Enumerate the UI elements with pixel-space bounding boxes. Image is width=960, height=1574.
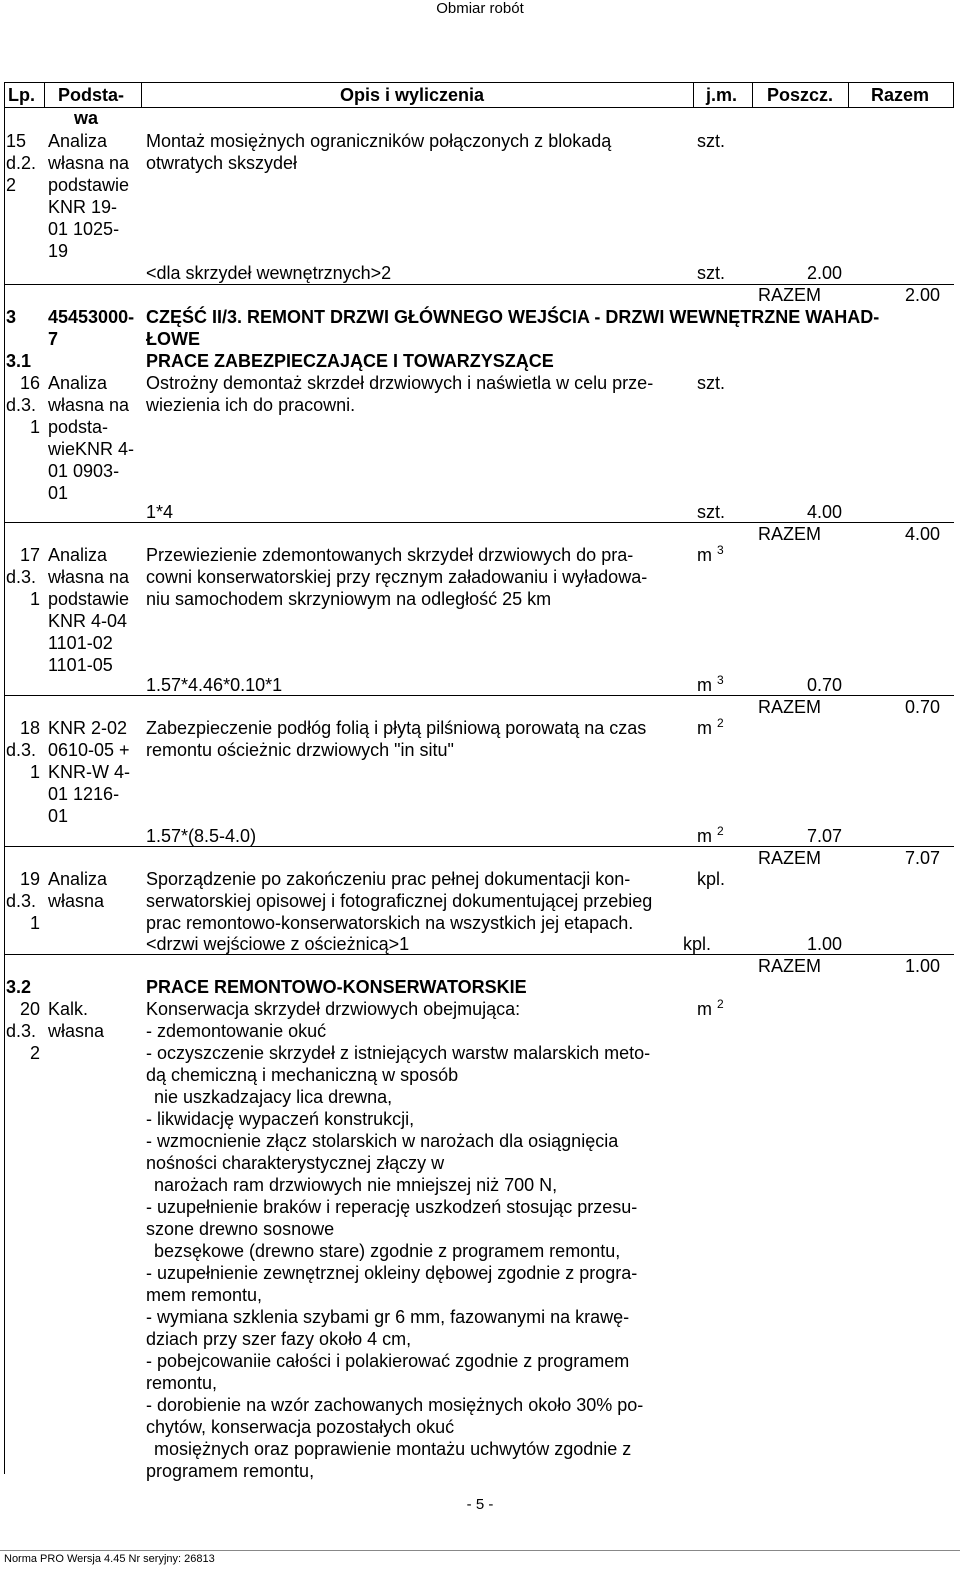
podstawa: Analiza	[48, 131, 108, 151]
jm-unit: m	[697, 675, 712, 695]
opis: szone drewno sosnowe	[146, 1219, 335, 1239]
lp: 2	[30, 1043, 41, 1063]
razem-value: 0.70	[904, 697, 940, 717]
opis: - dorobienie na wzór zachowanych mosiężnych około 30% po-	[146, 1395, 644, 1415]
podstawa: Analiza	[48, 545, 108, 565]
section-title: PRACE REMONTOWO-KONSERWATORSKIE	[146, 977, 527, 997]
opis: prac remontowo-konserwatorskich na wszystkich jej etapach.	[146, 913, 634, 933]
podstawa: własna na	[48, 153, 130, 173]
opis: - oczyszczenie skrzydeł z istniejących warstw malarskich meto-	[146, 1043, 651, 1063]
left-border	[4, 82, 5, 1474]
calc: 1*4	[146, 502, 174, 522]
podstawa: KNR 2-02	[48, 718, 128, 738]
opis: Ostrożny demontaż skrzdeł drzwiowych i naświetla w celu prze-	[146, 373, 654, 393]
opis: - uzupełnienie braków i reperację uszkodzeń stosując przesu-	[146, 1197, 638, 1217]
section-title: PRACE ZABEZPIECZAJĄCE I TOWARZYSZĄCE	[146, 351, 554, 371]
col-podstawa: Podsta-	[58, 85, 125, 105]
opis: serwatorskiej opisowej i fotograficznej dokumentującej przebieg	[146, 891, 653, 911]
jm: kpl.	[697, 869, 726, 889]
razem-label: RAZEM	[758, 956, 821, 976]
opis: Montaż mosiężnych ograniczników połączonych z blokadą	[146, 131, 612, 151]
calc: 1.57*4.46*0.10*1	[146, 675, 283, 695]
jm-exponent: 2	[717, 997, 724, 1011]
calc-qty: 7.07	[806, 826, 842, 846]
jm	[697, 544, 724, 568]
opis: narożach ram drzwiowych nie mniejszej niż 700 N,	[154, 1175, 558, 1195]
opis: dą chemiczną i mechaniczną w sposób	[146, 1065, 459, 1085]
jm: szt.	[697, 131, 726, 151]
opis: nośności charakterystycznej złączy w	[146, 1153, 445, 1173]
razem-label: RAZEM	[758, 848, 821, 868]
col-divider	[693, 82, 694, 108]
opis: - pobejcowaniie całości i polakierować zgodnie z programem	[146, 1351, 630, 1371]
podstawa: własna na	[48, 567, 130, 587]
page-header: Obmiar robót	[436, 0, 524, 17]
podstawa: podstawie	[48, 175, 130, 195]
opis: Zabezpieczenie podłóg folią i płytą pilśniową porowatą na czas	[146, 718, 647, 738]
podstawa: 01 1025-	[48, 219, 120, 239]
opis: niu samochodem skrzyniowym na odległość 25 km	[146, 589, 552, 609]
podstawa: Analiza	[48, 869, 108, 889]
lp: d.3.	[6, 1021, 37, 1041]
opis: wiezienia ich do pracowni.	[146, 395, 356, 415]
podstawa: 01 1216-	[48, 784, 120, 804]
podstawa: podsta-	[48, 417, 109, 437]
jm-unit: m	[697, 999, 712, 1019]
podstawa: 01	[48, 806, 69, 826]
lp: d.2.	[6, 153, 37, 173]
calc-qty: 1.00	[806, 934, 842, 954]
opis: mem remontu,	[146, 1285, 263, 1305]
calc-qty: 0.70	[806, 675, 842, 695]
calc-qty: 4.00	[806, 502, 842, 522]
calc-qty: 2.00	[806, 263, 842, 283]
razem-label: RAZEM	[758, 285, 821, 305]
opis: chytów, konserwacja pozostałych okuć	[146, 1417, 455, 1437]
lp: d.3.	[6, 740, 37, 760]
podstawa: Kalk.	[48, 999, 89, 1019]
opis: remontu ościeżnic drzwiowych "in situ"	[146, 740, 454, 760]
opis: remontu,	[146, 1373, 218, 1393]
razem-value: 2.00	[904, 285, 940, 305]
lp: 19	[20, 869, 41, 889]
razem-label: RAZEM	[758, 697, 821, 717]
lp: 1	[30, 417, 41, 437]
lp: d.3.	[6, 891, 37, 911]
podstawa: własna na	[48, 395, 130, 415]
opis: cowni konserwatorskiej przy ręcznym załadowaniu i wyładowa-	[146, 567, 648, 587]
jm-exponent: 3	[717, 543, 724, 557]
opis: bezsękowe (drewno stare) zgodnie z programem remontu,	[154, 1241, 621, 1261]
section-title: ŁOWE	[146, 329, 200, 349]
section-lp: 3.2	[6, 977, 32, 997]
col-podstawa-2: wa	[74, 108, 99, 128]
opis: - wzmocnienie złącz stolarskich w narożach dla osiągnięcia	[146, 1131, 619, 1151]
jm-unit: m	[697, 718, 712, 738]
section-lp: 3.1	[6, 351, 32, 371]
opis: - likwidację wypaczeń konstrukcji,	[146, 1109, 415, 1129]
opis: programem remontu,	[146, 1461, 315, 1481]
opis: Przewiezienie zdemontowanych skrzydeł drzwiowych do pra-	[146, 545, 634, 565]
jm: szt.	[697, 373, 726, 393]
opis: otwratych skszydeł	[146, 153, 298, 173]
lp: 1	[30, 589, 41, 609]
header-bottom-rule	[4, 107, 954, 108]
footer-software: Norma PRO Wersja 4.45 Nr seryjny: 26813	[4, 1553, 215, 1565]
section-code: 45453000-	[48, 307, 135, 327]
jm-unit: m	[697, 545, 712, 565]
podstawa: KNR 4-04	[48, 611, 128, 631]
podstawa: KNR-W 4-	[48, 762, 130, 782]
section-code: 7	[48, 329, 59, 349]
calc-jm: kpl.	[683, 934, 712, 954]
jm-exponent: 2	[717, 824, 724, 838]
opis: - uzupełnienie zewnętrznej okleiny dębowej zgodnie z progra-	[146, 1263, 638, 1283]
col-opis: Opis i wyliczenia	[340, 85, 485, 105]
lp: 20	[20, 999, 41, 1019]
col-divider	[141, 82, 142, 108]
opis: Sporządzenie po zakończeniu prac pełnej dokumentacji kon-	[146, 869, 631, 889]
podstawa: 1101-02	[48, 633, 113, 653]
podstawa: 01	[48, 483, 69, 503]
col-razem: Razem	[871, 85, 930, 105]
page-number: - 5 -	[466, 1496, 494, 1513]
razem-value: 7.07	[904, 848, 940, 868]
calc: <dla skrzydeł wewnętrznych>2	[146, 263, 392, 283]
opis: dziach przy szer fazy około 4 cm,	[146, 1329, 412, 1349]
opis: - zdemontowanie okuć	[146, 1021, 327, 1041]
podstawa: własna	[48, 891, 105, 911]
lp: 1	[30, 913, 41, 933]
opis: mosiężnych oraz poprawienie montażu uchwytów zgodnie z	[154, 1439, 632, 1459]
lp: d.3.	[6, 395, 37, 415]
podstawa: wieKNR 4-	[48, 439, 135, 459]
lp: 16	[20, 373, 41, 393]
lp: 18	[20, 718, 41, 738]
opis: - wymiana szklenia szybami gr 6 mm, fazowanymi na krawę-	[146, 1307, 630, 1327]
col-divider	[752, 82, 753, 108]
col-jm: j.m.	[706, 85, 738, 105]
calc-jm: szt.	[697, 502, 726, 522]
jm-unit: m	[697, 826, 712, 846]
col-divider	[44, 82, 45, 108]
footer-rule	[0, 1550, 960, 1551]
podstawa: 19	[48, 241, 69, 261]
razem-value: 1.00	[904, 956, 940, 976]
podstawa: Analiza	[48, 373, 108, 393]
calc-jm: szt.	[697, 263, 726, 283]
lp: 2	[6, 175, 17, 195]
table-top-rule	[4, 82, 954, 83]
razem-label: RAZEM	[758, 524, 821, 544]
razem-value: 4.00	[904, 524, 940, 544]
section-title: CZĘŚĆ II/3. REMONT DRZWI GŁÓWNEGO WEJŚCIA - DRZWI WEWNĘTRZNE WAHAD-	[146, 307, 880, 327]
podstawa: 01 0903-	[48, 461, 120, 481]
section-lp: 3	[6, 307, 17, 327]
opis: nie uszkadzajacy lica drewna,	[154, 1087, 393, 1107]
jm	[697, 717, 724, 741]
podstawa: własna	[48, 1021, 105, 1041]
calc: <drzwi wejściowe z ościeżnicą>1	[146, 934, 410, 954]
col-poszcz: Poszcz.	[767, 85, 834, 105]
lp: d.3.	[6, 567, 37, 587]
jm-exponent: 3	[717, 673, 724, 687]
col-lp: Lp.	[8, 85, 35, 105]
lp: 15	[6, 131, 27, 151]
podstawa: 1101-05	[48, 655, 113, 675]
lp: 17	[20, 545, 41, 565]
jm	[697, 998, 724, 1022]
podstawa: podstawie	[48, 589, 130, 609]
podstawa: KNR 19-	[48, 197, 118, 217]
opis: Konserwacja skrzydeł drzwiowych obejmująca:	[146, 999, 521, 1019]
calc: 1.57*(8.5-4.0)	[146, 826, 257, 846]
podstawa: 0610-05 +	[48, 740, 130, 760]
right-border	[953, 82, 954, 108]
col-divider	[848, 82, 849, 108]
jm-exponent: 2	[717, 716, 724, 730]
lp: 1	[30, 762, 41, 782]
